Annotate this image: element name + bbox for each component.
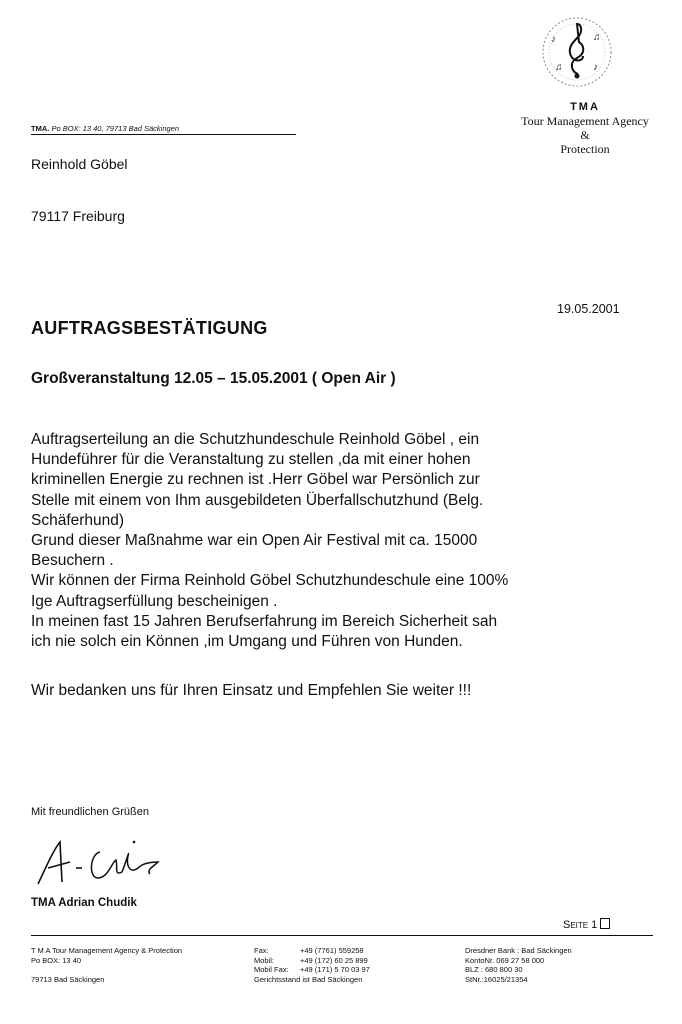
letter-body — [31, 430, 651, 652]
footer-left-line: T M A Tour Management Agency & Protection — [31, 946, 183, 955]
body-line: In meinen fast 15 Jahren Berufserfahrung im Bereich Sicherheit sah — [31, 612, 498, 630]
footer-divider — [31, 935, 653, 936]
page-number — [563, 918, 610, 931]
body-line: Stelle mit einem von Ihm ausgebildeten Überfallschutzhund (Belg. — [31, 491, 484, 509]
letterhead-block — [500, 100, 670, 156]
recipient-name: Reinhold Göbel — [31, 156, 128, 172]
signer-name: TMA Adrian Chudik — [31, 897, 137, 909]
footer-contact-value: +49 (7761) 559258 — [300, 946, 364, 955]
sender-line — [31, 124, 296, 135]
footer-left-line: 79713 Bad Säckingen — [31, 974, 105, 984]
sender-org: TMA. — [31, 124, 50, 133]
footer-contact-row — [254, 956, 370, 966]
footer-left — [31, 946, 182, 984]
body-line: Hundeführer für die Veranstaltung zu stellen ,da mit einer hohen — [31, 451, 471, 469]
document-title: AUFTRAGSBESTÄTIGUNG — [31, 318, 268, 338]
body-line: Schäferhund) — [31, 511, 125, 529]
svg-text:♫: ♫ — [593, 32, 601, 43]
footer-contact-key: Mobil Fax: — [254, 965, 289, 974]
footer-contact-key: Fax: — [254, 946, 269, 955]
footer-contact-row — [254, 965, 370, 975]
footer-left-line: Po BOX: 13 40 — [31, 955, 82, 965]
footer-left-line — [31, 965, 182, 975]
tma-logo — [537, 12, 617, 92]
letter-date: 19.05.2001 — [557, 302, 620, 316]
letterhead-amp: & — [580, 128, 590, 142]
page-label: Seite 1 — [563, 919, 598, 931]
letterhead-monogram: TMA — [570, 101, 600, 113]
page-icon — [600, 918, 610, 929]
footer-contact-value: +49 (171) 5 70 03 97 — [300, 965, 370, 974]
letterhead-name: Tour Management Agency — [521, 114, 649, 128]
footer-bank-line: Dresdner Bank : Bad Säckingen — [465, 946, 572, 955]
svg-text:♪: ♪ — [593, 62, 598, 73]
letterhead-protection: Protection — [560, 142, 610, 156]
sender-address: Po BOX: 13 40, 79713 Bad Säckingen — [51, 124, 180, 133]
footer-bank-line: KontoNr. 069 27 58 000 — [465, 955, 545, 965]
svg-text:♫: ♫ — [555, 62, 563, 73]
footer-bank — [465, 946, 572, 984]
thanks-line: Wir bedanken uns für Ihren Einsatz und Empfehlen Sie weiter !!! — [31, 682, 472, 699]
body-line: Ige Auftragserfüllung bescheinigen . — [31, 592, 278, 610]
body-line: Auftragserteilung an die Schutzhundeschule Reinhold Göbel , ein — [31, 431, 480, 448]
footer-contact-value: +49 (172) 60 25 899 — [300, 955, 368, 965]
handwritten-signature — [30, 832, 180, 890]
svg-text:♪: ♪ — [551, 34, 556, 45]
footer-jurisdiction: Gerichtsstand ist Bad Säckingen — [254, 974, 363, 984]
footer-bank-line: BLZ : 680 800 30 — [465, 965, 523, 974]
recipient-city: 79117 Freiburg — [31, 208, 125, 224]
closing-greeting: Mit freundlichen Grüßen — [31, 806, 149, 818]
footer-contact-row — [254, 946, 370, 956]
body-line: kriminellen Energie zu rechnen ist .Herr Göbel war Persönlich zur — [31, 471, 480, 489]
body-line: Wir können der Firma Reinhold Göbel Schutzhundeschule eine 100% — [31, 572, 509, 590]
body-line: Besuchern . — [31, 552, 114, 570]
footer-contact-key: Mobil: — [254, 955, 275, 965]
body-line: Grund dieser Maßnahme war ein Open Air Festival mit ca. 15000 — [31, 532, 478, 550]
document-subtitle: Großveranstaltung 12.05 – 15.05.2001 ( Open Air ) — [31, 370, 396, 387]
body-line: ich nie solch ein Können ,im Umgang und Führen von Hunden. — [31, 633, 463, 651]
footer-contact — [254, 946, 370, 984]
footer-bank-line: StNr.:16025/21354 — [465, 974, 528, 984]
